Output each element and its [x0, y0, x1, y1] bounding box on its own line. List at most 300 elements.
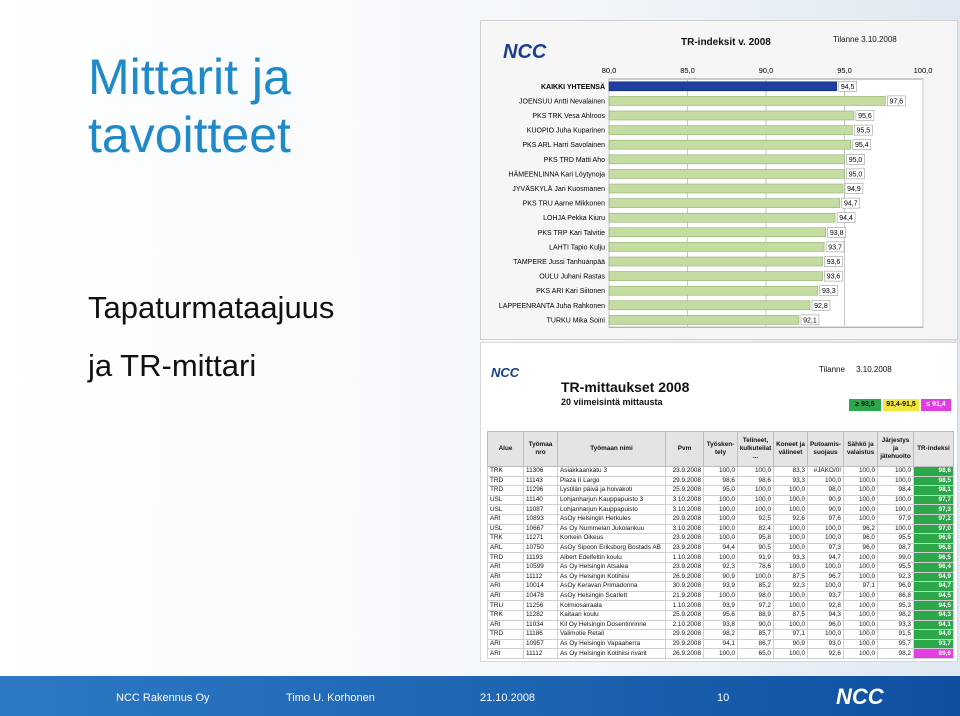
table-cell: 98,4 [878, 486, 914, 496]
footer-author: Timo U. Korhonen [286, 692, 375, 704]
category-label: PKS TRK Vesa Ahlroos [532, 113, 605, 120]
table-cell: 95,0 [704, 486, 738, 496]
table-cell: 88,9 [738, 610, 774, 620]
table-cell: TRD [488, 553, 524, 563]
table-cell: Korkein Oikeus [558, 534, 666, 544]
table-cell: 100,0 [844, 486, 878, 496]
table-cell: 100,0 [808, 562, 844, 572]
table-cell: USL [488, 505, 524, 515]
column-header: Järjestys ja jätehuolto [878, 432, 914, 467]
table-cell: 92,6 [774, 514, 808, 524]
table-cell: 92,3 [774, 582, 808, 592]
table-cell: 96,7 [808, 572, 844, 582]
table-cell: 100,0 [774, 591, 808, 601]
table-cell: 100,0 [878, 505, 914, 515]
value-label: 93,6 [826, 273, 841, 281]
table-cell: 100,0 [844, 639, 878, 649]
table-row [488, 649, 954, 659]
table-cell: 10014 [524, 582, 558, 592]
legend-yellow: 93,4-91,5 [883, 399, 919, 411]
table-cell: 93,9 [704, 601, 738, 611]
category-label: TAMPERE Jussi Tanhuanpää [513, 259, 605, 266]
table-cell: 92,5 [738, 514, 774, 524]
value-label: 92,8 [814, 302, 828, 310]
table-cell: 95,3 [878, 601, 914, 611]
table-cell: 94,3 [808, 610, 844, 620]
table-cell: 11271 [524, 534, 558, 544]
table-cell: 11112 [524, 572, 558, 582]
table-title: TR-mittaukset 2008 [561, 379, 690, 395]
table-cell: 97,6 [808, 514, 844, 524]
table-cell: 1.10.2008 [666, 553, 704, 563]
table-cell: 21.9.2008 [666, 591, 704, 601]
table-cell: AsOy Sipoon Eriksborg Bostads AB [558, 543, 666, 553]
table-cell: 100,0 [878, 524, 914, 534]
table-cell: 100,0 [844, 591, 878, 601]
table-cell: 11112 [524, 649, 558, 659]
tr-index-cell: 97,2 [914, 514, 954, 524]
tr-index-cell: 94,5 [914, 601, 954, 611]
column-header: Telineet, kulkuteilat ... [738, 432, 774, 467]
column-header: Pvm [666, 432, 704, 467]
table-cell: 3.10.2008 [666, 505, 704, 515]
table-cell: 100,0 [738, 486, 774, 496]
column-header: TR-indeksi [914, 432, 954, 467]
table-row [488, 524, 954, 534]
table-cell: 100,0 [704, 534, 738, 544]
table-cell: #JAKO/0! [808, 467, 844, 477]
table-cell: 95,6 [704, 610, 738, 620]
table-cell: 93,3 [774, 476, 808, 486]
table-cell: 98,0 [808, 486, 844, 496]
table-cell: 11193 [524, 553, 558, 563]
table-cell: 65,0 [738, 649, 774, 659]
slide-subtitle-line-1: Tapaturmataajuus [88, 290, 335, 325]
table-cell: 26.9.2008 [666, 649, 704, 659]
legend-magenta: ≤ 91,4 [921, 399, 951, 411]
table-cell: 100,0 [844, 630, 878, 640]
table-cell: 10750 [524, 543, 558, 553]
table-row [488, 514, 954, 524]
bar [609, 272, 823, 281]
bar [609, 286, 818, 295]
table-cell: Lohjanharjun Kauppapuisto [558, 505, 666, 515]
bar [609, 315, 799, 324]
table-row [488, 543, 954, 553]
table-cell: Asiakkaankatu 3 [558, 467, 666, 477]
table-cell: Kolmiosairaala [558, 601, 666, 611]
column-header: Alue [488, 432, 524, 467]
table-cell: 100,0 [844, 649, 878, 659]
table-cell: 3.10.2008 [666, 524, 704, 534]
value-label: 95,0 [848, 171, 863, 179]
x-tick-label: 90,0 [758, 66, 774, 75]
table-cell: 3.10.2008 [666, 495, 704, 505]
category-label: JYVÄSKYLÄ Jari Kuosmanen [512, 186, 605, 193]
value-label: 94,5 [840, 83, 855, 91]
table-cell: 97,1 [844, 582, 878, 592]
table-cell: 10667 [524, 524, 558, 534]
table-cell: 26.9.2008 [666, 572, 704, 582]
table-row [488, 582, 954, 592]
category-label: OULU Juhani Rastas [539, 273, 605, 281]
tr-index-chart-panel [480, 20, 958, 340]
table-row [488, 572, 954, 582]
table-cell: 100,0 [738, 572, 774, 582]
value-label: 94,7 [843, 200, 858, 208]
table-cell: 100,0 [844, 610, 878, 620]
table-status-date [819, 365, 892, 374]
value-label: 94,9 [847, 186, 861, 193]
table-cell: 100,0 [844, 601, 878, 611]
table-cell: 94,1 [704, 639, 738, 649]
table-cell: As Oy Helsingin Atsalea [558, 562, 666, 572]
table-cell: 11186 [524, 630, 558, 640]
table-cell: ARI [488, 639, 524, 649]
chart-status-date: Tilanne 3.10.2008 [833, 35, 897, 44]
value-label: 95,0 [848, 156, 863, 164]
tr-index-cell: 94,7 [914, 582, 954, 592]
table-cell: 10599 [524, 562, 558, 572]
table-cell: 95,5 [878, 534, 914, 544]
table-cell: 98,2 [704, 630, 738, 640]
column-header: Koneet ja välineet [774, 432, 808, 467]
slide-title-line-2: tavoitteet [88, 107, 291, 163]
table-cell: 100,0 [774, 543, 808, 553]
category-label: PKS TRP Kari Talvitie [537, 229, 605, 237]
table-cell: 25.9.2008 [666, 610, 704, 620]
slide-title-line-1: Mittarit ja [88, 49, 291, 105]
value-label: 93,8 [829, 229, 844, 237]
x-tick-label: 85,0 [680, 66, 695, 75]
value-label: 94,4 [839, 215, 853, 223]
table-cell: 93,8 [704, 620, 738, 630]
bar [609, 199, 840, 208]
category-label: KAIKKI YHTEENSÄ [540, 83, 605, 91]
bar [609, 82, 837, 91]
table-cell: Lohjanharjun Kauppapuisto 3 [558, 495, 666, 505]
ncc-logo: NCC [503, 41, 547, 63]
table-cell: 11256 [524, 601, 558, 611]
table-cell: 90,9 [774, 639, 808, 649]
tr-index-cell: 96,4 [914, 562, 954, 572]
table-cell: 99,0 [878, 553, 914, 563]
table-cell: ARI [488, 591, 524, 601]
table-cell: 96,9 [878, 582, 914, 592]
table-cell: ARL [488, 543, 524, 553]
table-cell: 100,0 [774, 495, 808, 505]
table-cell: 100,0 [844, 620, 878, 630]
table-cell: 100,0 [774, 649, 808, 659]
table-cell: Valimotie Retail [558, 630, 666, 640]
table-cell: AsOy Keravan Primadonna [558, 582, 666, 592]
category-label: PKS TRU Aarne Mikkonen [522, 200, 605, 208]
table-cell: 1.10.2008 [666, 601, 704, 611]
bar [609, 111, 854, 120]
column-header: Sähkö ja valaistus [844, 432, 878, 467]
table-cell: 95,8 [738, 534, 774, 544]
table-cell: 93,7 [808, 591, 844, 601]
table-cell: AsOy Helsingin Herkules [558, 514, 666, 524]
table-cell: USL [488, 524, 524, 534]
bar [609, 213, 835, 222]
table-cell: 100,0 [738, 505, 774, 515]
tr-table-container [487, 431, 953, 659]
tr-index-cell: 98,5 [914, 476, 954, 486]
table-cell: 85,2 [738, 582, 774, 592]
value-label: 95,4 [854, 142, 869, 150]
table-cell: 100,0 [878, 476, 914, 486]
table-cell: 98,2 [878, 649, 914, 659]
table-cell: 92,6 [808, 649, 844, 659]
table-cell: 86,7 [738, 639, 774, 649]
table-cell: 82,4 [738, 524, 774, 534]
table-cell: 98,6 [738, 476, 774, 486]
table-cell: 97,3 [808, 543, 844, 553]
table-cell: 98,7 [878, 543, 914, 553]
category-label: HÄMEENLINNA Kari Löytynoja [508, 171, 605, 179]
value-label: 93,6 [826, 259, 841, 266]
table-cell: 98,2 [878, 610, 914, 620]
table-row [488, 601, 954, 611]
table-cell: 98,0 [738, 591, 774, 601]
table-cell: 100,0 [844, 514, 878, 524]
category-label: PKS ARI Kari Siitonen [536, 288, 605, 296]
category-label: PKS TRD Matti Aho [543, 156, 605, 164]
table-cell: 92,8 [808, 601, 844, 611]
table-cell: 100,0 [844, 476, 878, 486]
footer-company: NCC Rakennus Oy [116, 692, 210, 704]
table-cell: 87,5 [774, 610, 808, 620]
bar [609, 169, 845, 178]
table-cell: 95,7 [878, 639, 914, 649]
tr-measurements-panel [480, 342, 958, 662]
table-cell: 90,9 [808, 505, 844, 515]
tr-index-bar-chart [481, 21, 957, 339]
table-cell: 90,9 [808, 495, 844, 505]
table-cell: 100,0 [774, 534, 808, 544]
table-row [488, 505, 954, 515]
table-cell: 25.9.2008 [666, 486, 704, 496]
value-label: 95,5 [856, 127, 871, 135]
tr-index-cell: 96,5 [914, 553, 954, 563]
table-cell: 29.9.2008 [666, 639, 704, 649]
table-cell: 100,0 [774, 505, 808, 515]
table-cell: TRU [488, 601, 524, 611]
table-cell: ARI [488, 562, 524, 572]
table-cell: 78,6 [738, 562, 774, 572]
table-cell: 96,0 [844, 534, 878, 544]
table-cell: 30.9.2008 [666, 582, 704, 592]
tr-index-cell: 89,6 [914, 649, 954, 659]
table-cell: 91,5 [878, 630, 914, 640]
table-cell: 100,0 [704, 505, 738, 515]
table-cell: USL [488, 495, 524, 505]
table-row [488, 562, 954, 572]
table-cell: 98,6 [704, 476, 738, 486]
table-cell: 97,2 [738, 601, 774, 611]
table-cell: 100,0 [878, 495, 914, 505]
column-header: Putoamis-suojaus [808, 432, 844, 467]
table-cell: 97,1 [774, 630, 808, 640]
table-cell: 100,0 [704, 524, 738, 534]
table-header-row [488, 432, 954, 467]
table-cell: 11282 [524, 610, 558, 620]
value-label: 97,6 [889, 98, 904, 106]
category-label: TURKU Mika Soini [546, 317, 605, 325]
table-cell: Albert Edelfeltin koulu [558, 553, 666, 563]
tr-index-cell: 98,6 [914, 467, 954, 477]
table-cell: AsOy Helsingin Scarlett [558, 591, 666, 601]
table-cell: 93,3 [774, 553, 808, 563]
table-row [488, 467, 954, 477]
table-cell: 87,5 [774, 572, 808, 582]
table-cell: 10957 [524, 639, 558, 649]
table-cell: 29.9.2008 [666, 630, 704, 640]
bar [609, 155, 845, 164]
table-cell: 86,8 [878, 591, 914, 601]
table-cell: 100,0 [774, 486, 808, 496]
x-tick-label: 80,0 [601, 66, 617, 75]
table-cell: 10478 [524, 591, 558, 601]
table-cell: 96,0 [808, 620, 844, 630]
table-row [488, 553, 954, 563]
column-header: Työsken-tely [704, 432, 738, 467]
table-row [488, 495, 954, 505]
table-cell: ARI [488, 572, 524, 582]
table-cell: 100,0 [878, 467, 914, 477]
table-cell: 100,0 [704, 591, 738, 601]
table-cell: ARI [488, 620, 524, 630]
column-header: Työmaan nimi [558, 432, 666, 467]
bar [609, 96, 885, 105]
table-cell: Kaitaan koulu [558, 610, 666, 620]
table-cell: 100,0 [704, 553, 738, 563]
ncc-logo-small: NCC [491, 365, 520, 380]
value-label: 93,7 [828, 244, 842, 252]
table-cell: 100,0 [704, 495, 738, 505]
category-label: LAPPEENRANTA Juha Rahkonen [498, 302, 605, 310]
table-cell: TRD [488, 476, 524, 486]
table-cell: 100,0 [704, 467, 738, 477]
tr-index-cell: 96,8 [914, 543, 954, 553]
category-label: PKS ARL Harri Savolainen [522, 142, 605, 150]
column-header: Työmaa nro [524, 432, 558, 467]
table-status-value: 3.10.2008 [856, 365, 892, 374]
bar [609, 257, 823, 266]
table-cell: As Oy Nummelan Jukolankuu [558, 524, 666, 534]
tr-index-cell: 97,3 [914, 505, 954, 515]
tr-measurements-table [487, 431, 954, 659]
table-row [488, 591, 954, 601]
chart-title: TR-indeksit v. 2008 [681, 37, 771, 48]
table-cell: Lystilän päivä ja hoivakoti [558, 486, 666, 496]
table-cell: 100,0 [774, 562, 808, 572]
table-cell: As Oy Helsingin Kotihiisi [558, 572, 666, 582]
table-cell: ARI [488, 649, 524, 659]
category-label: KUOPIO Juha Kuparinen [526, 127, 605, 135]
table-cell: 94,4 [704, 543, 738, 553]
x-tick-label: 100,0 [913, 66, 933, 75]
tr-index-cell: 94,9 [914, 572, 954, 582]
table-cell: 11143 [524, 476, 558, 486]
table-cell: 100,0 [738, 495, 774, 505]
tr-index-cell: 94,1 [914, 620, 954, 630]
table-cell: 11296 [524, 486, 558, 496]
table-cell: 10893 [524, 514, 558, 524]
table-cell: 2.10.2008 [666, 620, 704, 630]
table-cell: 100,0 [844, 467, 878, 477]
footer-page-number: 10 [717, 692, 730, 704]
table-cell: TRK [488, 534, 524, 544]
tr-index-cell: 98,1 [914, 486, 954, 496]
table-cell: 23.9.2008 [666, 562, 704, 572]
table-row [488, 620, 954, 630]
table-cell: As Oy Helsingin Kotihiisi rivarit [558, 649, 666, 659]
table-cell: 29.9.2008 [666, 476, 704, 486]
table-cell: TRD [488, 486, 524, 496]
table-cell: 90,9 [704, 572, 738, 582]
table-cell: TRK [488, 467, 524, 477]
table-cell: 23.9.2008 [666, 534, 704, 544]
table-cell: 100,0 [844, 562, 878, 572]
bar [609, 228, 826, 237]
table-row [488, 630, 954, 640]
table-cell: 100,0 [808, 476, 844, 486]
table-cell: 100,0 [774, 620, 808, 630]
table-cell: 97,9 [878, 514, 914, 524]
table-subtitle: 20 viimeisintä mittausta [561, 397, 663, 407]
table-cell: 100,0 [808, 582, 844, 592]
table-cell: As Oy Helsingin Vapaaherra [558, 639, 666, 649]
tr-index-cell: 97,7 [914, 495, 954, 505]
table-cell: 100,0 [808, 534, 844, 544]
table-cell: 100,0 [738, 467, 774, 477]
bar [609, 242, 824, 251]
table-cell: 100,0 [844, 505, 878, 515]
value-label: 95,6 [858, 113, 872, 120]
table-cell: 93,0 [808, 639, 844, 649]
value-label: 93,3 [821, 288, 836, 296]
table-cell: TRD [488, 630, 524, 640]
table-row [488, 476, 954, 486]
table-cell: 23.9.2008 [666, 467, 704, 477]
footer-date: 21.10.2008 [480, 692, 536, 704]
bar [609, 140, 851, 149]
table-cell: 100,0 [844, 495, 878, 505]
table-cell: 94,7 [808, 553, 844, 563]
table-cell: 93,9 [704, 582, 738, 592]
table-cell: 29.9.2008 [666, 514, 704, 524]
table-row [488, 486, 954, 496]
table-body [488, 467, 954, 659]
table-cell: TRK [488, 610, 524, 620]
table-cell: 11140 [524, 495, 558, 505]
table-cell: 95,5 [878, 562, 914, 572]
table-cell: 83,3 [774, 467, 808, 477]
table-cell: Kil Oy Helsingin Dosentinrinne [558, 620, 666, 630]
tr-index-cell: 97,0 [914, 524, 954, 534]
table-cell: 85,7 [738, 630, 774, 640]
table-cell: ARI [488, 514, 524, 524]
table-cell: 93,3 [878, 620, 914, 630]
value-label: 92,1 [803, 317, 817, 325]
bar [609, 126, 852, 135]
table-cell: 90,5 [738, 543, 774, 553]
tr-index-cell: 93,7 [914, 639, 954, 649]
table-cell: 11306 [524, 467, 558, 477]
tr-index-cell: 94,0 [914, 630, 954, 640]
